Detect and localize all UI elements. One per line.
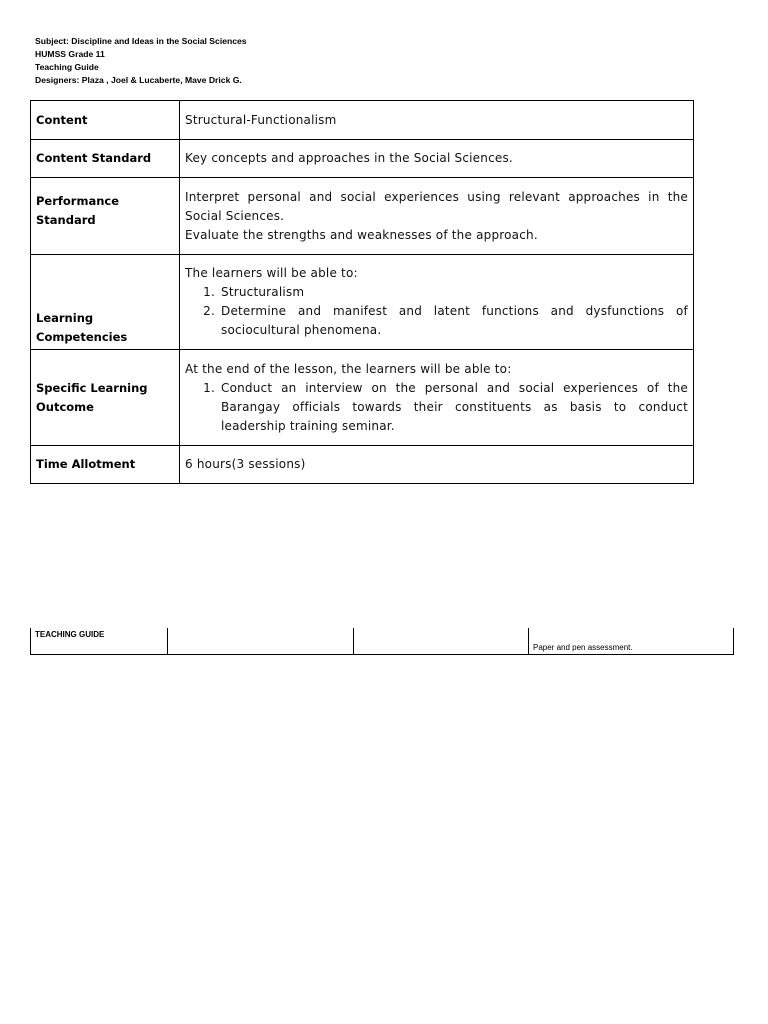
learning-competencies-value xyxy=(180,255,694,350)
table-row-content xyxy=(31,101,694,140)
grade-line: HUMSS Grade 11 xyxy=(35,49,105,59)
performance-standard-label: Performance Standard xyxy=(31,178,180,255)
footer-cell-empty xyxy=(168,628,354,655)
table-row-learning-competencies xyxy=(31,255,694,350)
performance-standard-line1: Interpret personal and social experiences using relevant approaches in the Social Sciences. xyxy=(185,189,688,223)
table-row xyxy=(31,628,734,655)
specific-learning-outcome-list xyxy=(185,379,688,436)
table-row-content-standard xyxy=(31,140,694,178)
specific-learning-outcome-value xyxy=(180,350,694,446)
content-standard-value: Key concepts and approaches in the Social Sciences. xyxy=(180,140,694,178)
content-standard-label: Content Standard xyxy=(31,140,180,178)
document-header xyxy=(35,35,247,87)
footer-table xyxy=(30,628,734,655)
table-row-performance-standard xyxy=(31,178,694,255)
learning-competencies-list xyxy=(185,283,688,340)
content-value: Structural-Functionalism xyxy=(180,101,694,140)
table-row-time-allotment xyxy=(31,446,694,484)
guide-line: Teaching Guide xyxy=(35,62,99,72)
performance-standard-line2: Evaluate the strengths and weaknesses of the approach. xyxy=(185,227,538,242)
time-allotment-value: 6 hours(3 sessions) xyxy=(180,446,694,484)
performance-standard-value xyxy=(180,178,694,255)
footer-cell-empty xyxy=(354,628,529,655)
learning-competencies-label: Learning Competencies xyxy=(31,255,180,350)
list-item: 1. Conduct an interview on the personal and social experiences of the Barangay officials towards their constituents as basis to conduct leadership training seminar. xyxy=(219,379,688,436)
table-row-specific-learning-outcome xyxy=(31,350,694,446)
subject-line: Subject: Discipline and Ideas in the Social Sciences xyxy=(35,36,247,46)
specific-learning-outcome-label: Specific Learning Outcome xyxy=(31,350,180,446)
footer-cell-teaching-guide: TEACHING GUIDE xyxy=(31,628,168,655)
time-allotment-label: Time Allotment xyxy=(31,446,180,484)
list-item: 1. Structuralism xyxy=(219,283,688,302)
list-item: 2. Determine and manifest and latent functions and dysfunctions of sociocultural phenomena. xyxy=(219,302,688,340)
content-label: Content xyxy=(31,101,180,140)
teaching-guide-table xyxy=(30,100,694,484)
specific-learning-outcome-intro: At the end of the lesson, the learners will be able to: xyxy=(185,361,512,376)
learning-competencies-intro: The learners will be able to: xyxy=(185,266,358,280)
footer-cell-assessment: Paper and pen assessment. xyxy=(529,628,734,655)
designers-line: Designers: Plaza , Joel & Lucaberte, Mave Drick G. xyxy=(35,75,242,85)
